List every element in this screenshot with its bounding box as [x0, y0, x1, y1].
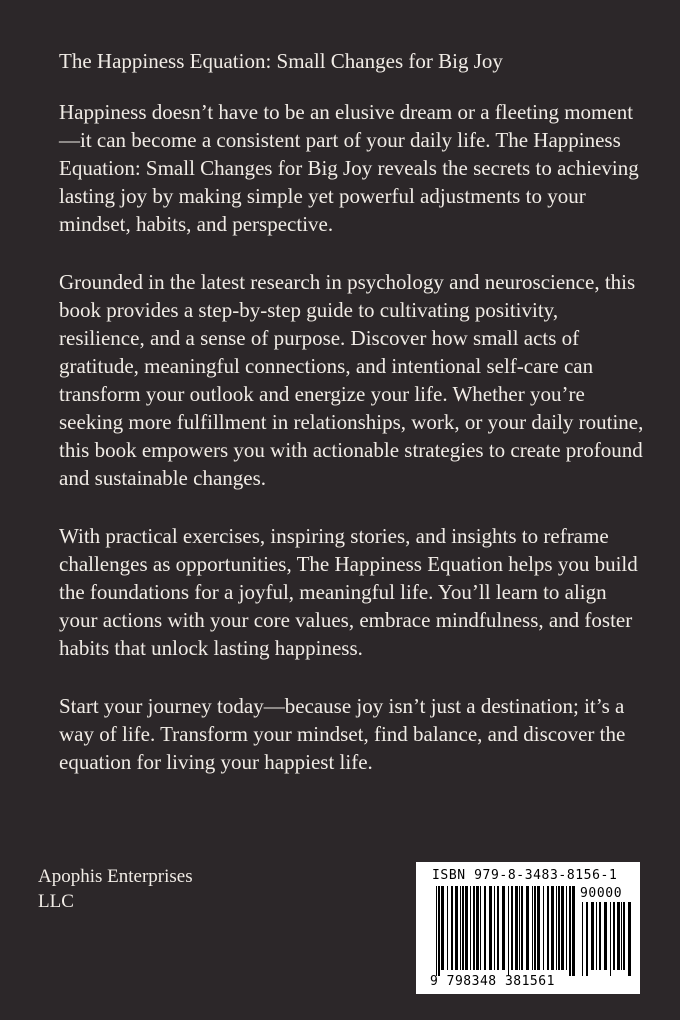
description-paragraph-2: Grounded in the latest research in psychology and neuroscience, this book provides a step-by-step guide to cultivating positivity, resilience, and a sense of purpose. Discover how small acts of gratitude, meaningful connections, and intentional self-care can transform your outlook and energize your life. Whether you’re seeking more fulfillment in relationships, work, or your daily routine, this book empowers you with actionable strategies to create profound and sustainable changes.	[59, 270, 644, 490]
barcode-bar	[494, 886, 495, 970]
barcode-bar	[515, 886, 518, 970]
barcode-bar	[558, 886, 560, 970]
barcode-bar	[623, 902, 625, 970]
barcode-bar	[511, 886, 513, 970]
description-paragraph-3: With practical exercises, inspiring stories, and insights to reframe challenges as opportunities, The Happiness Equation helps you build the foundations for a joyful, meaningful life. You’ll learn to align your actions with your core values, embrace mindfulness, and foster habits that unlock lasting happiness.	[59, 524, 638, 660]
barcode-bar	[596, 902, 597, 970]
barcode-bars-main	[436, 886, 576, 976]
barcode-bar	[561, 886, 564, 970]
publisher-line-1: Apophis Enterprises	[38, 866, 193, 887]
barcode-bar	[604, 902, 607, 970]
barcode-bar	[532, 886, 533, 970]
barcode-bar	[476, 886, 479, 970]
isbn-label: ISBN 979-8-3483-8156-1	[432, 868, 618, 883]
barcode-bar	[556, 886, 557, 970]
barcode-bar	[582, 902, 583, 976]
barcode-bar	[462, 886, 464, 970]
barcode-bar	[470, 886, 471, 970]
barcode-bar	[537, 886, 540, 970]
barcode-bar	[436, 886, 437, 976]
publisher-name	[38, 864, 238, 914]
barcode-bar	[569, 886, 571, 976]
barcode-bar	[489, 886, 492, 970]
isbn-barcode	[416, 862, 640, 994]
publisher-line-2: LLC	[38, 891, 74, 912]
barcode-bar	[543, 886, 544, 970]
barcode-bar	[438, 886, 440, 976]
barcode-bar	[610, 902, 611, 976]
barcode-bar	[502, 886, 505, 970]
barcode-bar	[572, 886, 575, 976]
barcode-bar	[519, 886, 520, 970]
barcode-bar	[591, 902, 594, 970]
barcode-bar	[460, 886, 461, 970]
barcode-bar	[551, 886, 554, 970]
barcode-bar	[473, 886, 475, 970]
barcode-bar	[447, 886, 448, 970]
price-code: 90000	[580, 886, 623, 901]
barcode-bar	[586, 902, 588, 976]
description-paragraph-1: Happiness doesn’t have to be an elusive dream or a fleeting moment—it can become a consistent part of your daily life. The Happiness Equation: Small Changes for Big Joy reveals the secrets to achieving lasting joy by making simple yet powerful adjustments to your mindset, habits, and perspective.	[59, 100, 639, 236]
barcode-bar	[526, 886, 529, 970]
barcode-bar	[480, 886, 481, 970]
book-title: The Happiness Equation: Small Changes for Big Joy	[59, 49, 503, 73]
barcode-bar	[441, 886, 444, 970]
barcode-bar	[521, 886, 523, 970]
barcode-bar	[547, 886, 549, 970]
barcode-bar	[497, 886, 499, 970]
barcode-bar	[566, 886, 567, 970]
barcode-bar	[628, 902, 631, 976]
barcode-bar	[451, 886, 453, 970]
barcode-bar	[534, 886, 536, 970]
barcode-bar	[617, 902, 620, 970]
barcode-bar	[465, 886, 468, 970]
barcode-bar	[621, 902, 622, 970]
barcode-bar	[599, 902, 601, 970]
barcode-bars-addon	[582, 902, 634, 976]
book-description	[59, 98, 649, 806]
barcode-bar	[508, 886, 509, 976]
barcode-bar	[484, 886, 486, 970]
barcode-bar	[613, 902, 615, 970]
description-paragraph-4: Start your journey today—because joy isn’t just a destination; it’s a way of life. Transform your mindset, find balance, and discover the equation for living your happiest life.	[59, 694, 626, 774]
ean-digits: 9 798348 381561	[430, 974, 555, 989]
barcode-bar	[455, 886, 458, 970]
